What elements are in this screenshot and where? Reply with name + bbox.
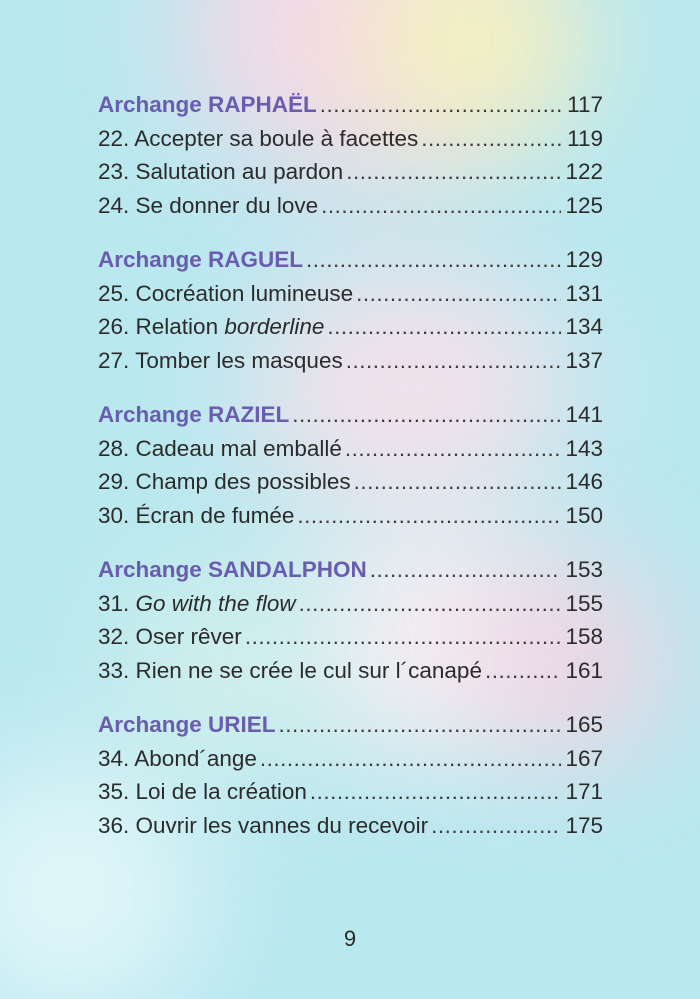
heading-title: Archange URIEL	[98, 712, 276, 737]
toc-entry	[98, 624, 603, 658]
dot-leader	[327, 314, 561, 340]
heading-page: 129	[565, 247, 603, 272]
toc-section-sandalphon	[98, 557, 603, 691]
toc-heading	[98, 247, 603, 281]
dot-leader	[321, 193, 561, 219]
entry-page: 134	[565, 314, 603, 339]
toc-heading	[98, 557, 603, 591]
entry-page: 150	[565, 502, 603, 528]
dot-leader	[245, 624, 561, 650]
heading-page: 165	[565, 712, 603, 737]
entry-title: 28. Cadeau mal emballé	[98, 435, 342, 461]
dot-leader	[354, 469, 561, 495]
entry-title: 25. Cocréation lumineuse	[98, 280, 354, 306]
entry-page: 119	[567, 125, 603, 151]
entry-title: 23. Salutation au pardon	[98, 159, 344, 184]
toc-entry	[98, 591, 603, 625]
toc-heading	[98, 402, 603, 436]
dot-leader	[310, 779, 561, 805]
toc-entry	[98, 813, 603, 847]
entry-page: 167	[565, 745, 603, 771]
dot-leader	[320, 92, 561, 118]
heading-title: Archange SANDALPHON	[98, 557, 367, 582]
toc-entry	[98, 281, 603, 315]
entry-title: 32. Oser rêver	[98, 624, 242, 649]
dot-leader	[279, 712, 561, 738]
entry-title: 24. Se donner du love	[98, 192, 319, 218]
entry-page: 175	[565, 812, 603, 838]
toc-entry	[98, 126, 603, 160]
entry-page: 171	[565, 779, 603, 804]
dot-leader	[306, 247, 561, 273]
dot-leader	[431, 813, 561, 839]
entry-page: 146	[565, 469, 603, 494]
entry-title: 29. Champ des possibles	[98, 469, 351, 494]
dot-leader	[346, 159, 561, 185]
entry-page: 158	[565, 624, 603, 649]
entry-page: 143	[565, 435, 603, 461]
heading-title: Archange RAZIEL	[98, 402, 290, 427]
heading-title: Archange RAGUEL	[98, 247, 304, 272]
toc-entry	[98, 193, 603, 227]
entry-page: 125	[565, 192, 603, 218]
toc-entry	[98, 469, 603, 503]
heading-page: 141	[565, 402, 603, 427]
dot-leader	[346, 348, 561, 374]
toc-entry	[98, 159, 603, 193]
toc-section-uriel	[98, 712, 603, 846]
entry-title: 26. Relation borderline	[98, 314, 325, 339]
dot-leader	[345, 436, 561, 462]
toc-section-raphael	[98, 92, 603, 226]
entry-title: 35. Loi de la création	[98, 779, 307, 804]
page-number: 9	[343, 926, 357, 951]
entry-title: 34. Abond´ange	[98, 745, 257, 771]
table-of-contents	[98, 92, 603, 867]
dot-leader	[260, 746, 561, 772]
entry-title: 31. Go with the flow	[98, 590, 296, 616]
toc-heading	[98, 92, 603, 126]
entry-page: 131	[565, 280, 603, 306]
dot-leader	[370, 557, 561, 583]
toc-entry	[98, 658, 603, 692]
toc-entry	[98, 436, 603, 470]
dot-leader	[297, 503, 561, 529]
dot-leader	[485, 658, 561, 684]
dot-leader	[356, 281, 561, 307]
dot-leader	[299, 591, 561, 617]
toc-section-raziel	[98, 402, 603, 536]
entry-title: 30. Écran de fumée	[98, 502, 295, 528]
toc-entry	[98, 746, 603, 780]
heading-page: 153	[565, 557, 603, 582]
entry-title: 33. Rien ne se crée le cul sur l´canapé	[98, 657, 482, 683]
entry-page: 155	[565, 590, 603, 616]
dot-leader	[292, 402, 561, 428]
entry-title: 36. Ouvrir les vannes du recevoir	[98, 812, 429, 838]
toc-entry	[98, 314, 603, 348]
entry-page: 122	[565, 159, 603, 184]
toc-entry	[98, 503, 603, 537]
dot-leader	[421, 126, 561, 152]
toc-section-raguel	[98, 247, 603, 381]
heading-page: 117	[567, 92, 603, 117]
entry-page: 137	[565, 347, 603, 373]
toc-entry	[98, 348, 603, 382]
toc-entry	[98, 779, 603, 813]
heading-title: Archange RAPHAËL	[98, 92, 317, 117]
toc-heading	[98, 712, 603, 746]
entry-title: 22. Accepter sa boule à facettes	[98, 125, 419, 151]
entry-page: 161	[565, 657, 603, 683]
entry-title: 27. Tomber les masques	[98, 347, 343, 373]
